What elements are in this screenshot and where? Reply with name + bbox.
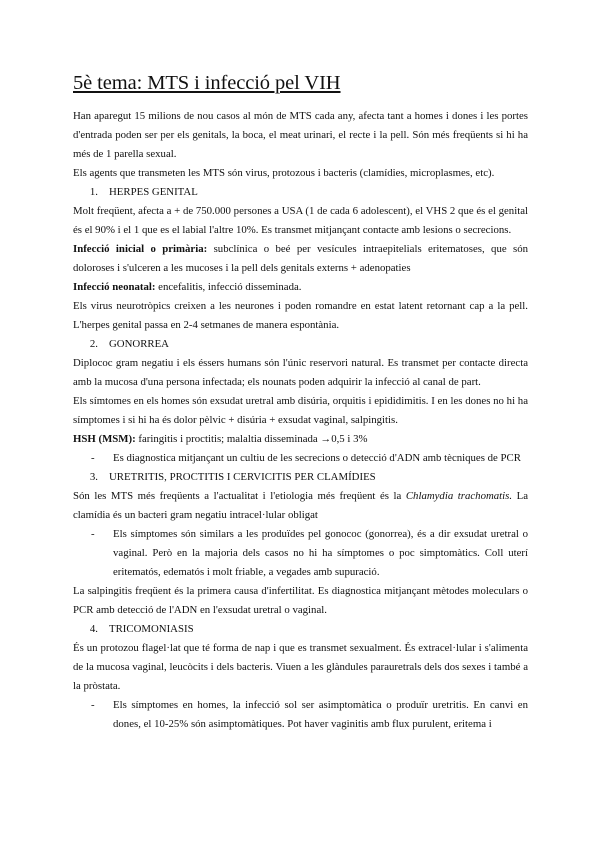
section-title: TRICOMONIASIS [109, 623, 194, 635]
bullet-item [73, 525, 528, 582]
intro-paragraph: Els agents que transmeten les MTS són virus, protozous i bacteris (clamídies, microplasmes, etc). [73, 167, 495, 179]
bullet-text: Es diagnostica mitjançant un cultiu de les secrecions o detecció d'ADN amb tècniques de PCR [113, 452, 521, 464]
section-title: GONORREA [109, 338, 169, 350]
paragraph-text: La clamídia és un bacteri gram negatiu intracel·lular obligat [73, 490, 528, 521]
italic-term: Chlamydia trachomatis. [405, 490, 513, 502]
bullet-text: Els símptomes són similars a les produïdes pel gonococ (gonorrea), és a dir exsudat uretral o vaginal. Però en la majoria dels casos no hi ha símptomes o poc simptomàtics. Coll uterí eritematós, edematós i molt friable, a vegades amb supuració. [113, 528, 528, 578]
bold-term: Infecció inicial o primària: [73, 243, 208, 255]
paragraph-text: subclínica o beé per vesícules intraepitelials eritematoses, que són doloroses i s'ulceren a les mucoses i la pell dels genitals externs + adenopaties [73, 243, 528, 274]
bold-term: HSH (MSM): [73, 433, 136, 445]
section-heading-herpes [73, 183, 528, 202]
paragraph-text: encefalitis, infecció disseminada. [155, 281, 302, 293]
paragraph: Els símtomes en els homes són exsudat uretral amb disúria, orquitis i epididimitis. I en les dones no hi ha símptomes i si hi ha és dolor pèlvic + disúria + exsudat vaginal, salpingitis. [73, 395, 528, 426]
paragraph-text: faringitis i proctitis; malaltia disseminada →0,5 i 3% [135, 433, 368, 445]
paragraph: La salpingitis freqüent és la primera causa d'infertilitat. Es diagnostica mitjançant mètodes moleculars o PCR amb detecció de l'ADN en l'exsudat uretral o vaginal. [73, 585, 528, 616]
dash-bullet: - [91, 528, 95, 540]
paragraph [73, 487, 528, 525]
section-number: 2. [89, 338, 98, 350]
bullet-item [73, 449, 528, 468]
paragraph [73, 240, 528, 278]
dash-bullet: - [91, 452, 95, 464]
dash-bullet: - [91, 699, 95, 711]
bullet-item [73, 696, 528, 734]
paragraph: És un protozou flagel·lat que té forma de nap i que es transmet sexualment. És extracel·lular i s'alimenta de la mucosa vaginal, leucòcits i dels bacteris. Viuen a les glàndules parauretrals dels dos sexes i també a la pròstata. [73, 642, 528, 692]
page-title: 5è tema: MTS i infecció pel VIH [73, 72, 341, 94]
section-title: HERPES GENITAL [109, 186, 198, 198]
paragraph [73, 278, 528, 297]
section-heading-uretritis [73, 468, 528, 487]
paragraph: Molt freqüent, afecta a + de 750.000 persones a USA (1 de cada 6 adolescent), el VHS 2 que és el genital és el 90% i el 1 que es el labial l'altre 10%. Es transmet mitjançant contacte amb lesions o secrecions. [73, 205, 528, 236]
paragraph-text: Són les MTS més freqüents a l'actualitat i l'etiologia més freqüent és la [73, 490, 406, 502]
paragraph: Els virus neurotròpics creixen a les neurones i poden romandre en estat latent retornant cap a la pell. L'herpes genital passa en 2-4 setmanes de manera espontània. [73, 300, 528, 331]
intro-paragraph: Han aparegut 15 milions de nou casos al món de MTS cada any, afecta tant a homes i dones i les portes d'entrada poden ser per els genitals, la boca, el meat urinari, el recte i la pell. Són més freqüents si hi ha més de 1 parella sexual. [73, 110, 528, 160]
section-title: URETRITIS, PROCTITIS I CERVICITIS PER CLAMÍDIES [109, 471, 376, 483]
section-heading-gonorrea [73, 335, 528, 354]
paragraph: Diplococ gram negatiu i els éssers humans són l'únic reservori natural. Es transmet per contacte directa amb la mucosa d'una persona infectada; els nounats poden adquirir la infecció al canal de part. [73, 357, 528, 388]
paragraph [73, 430, 528, 449]
section-heading-tricomoniasis [73, 620, 528, 639]
section-number: 4. [89, 623, 98, 635]
document-page [73, 72, 528, 734]
section-number: 1. [89, 186, 98, 198]
bold-term: Infecció neonatal: [73, 281, 156, 293]
section-number: 3. [89, 471, 98, 483]
bullet-text: Els símptomes en homes, la infecció sol ser asimptomàtica o produïr uretritis. En canvi en dones, el 10-25% són asimptomàtiques. Pot haver vaginitis amb flux purulent, eritema i [113, 699, 528, 730]
